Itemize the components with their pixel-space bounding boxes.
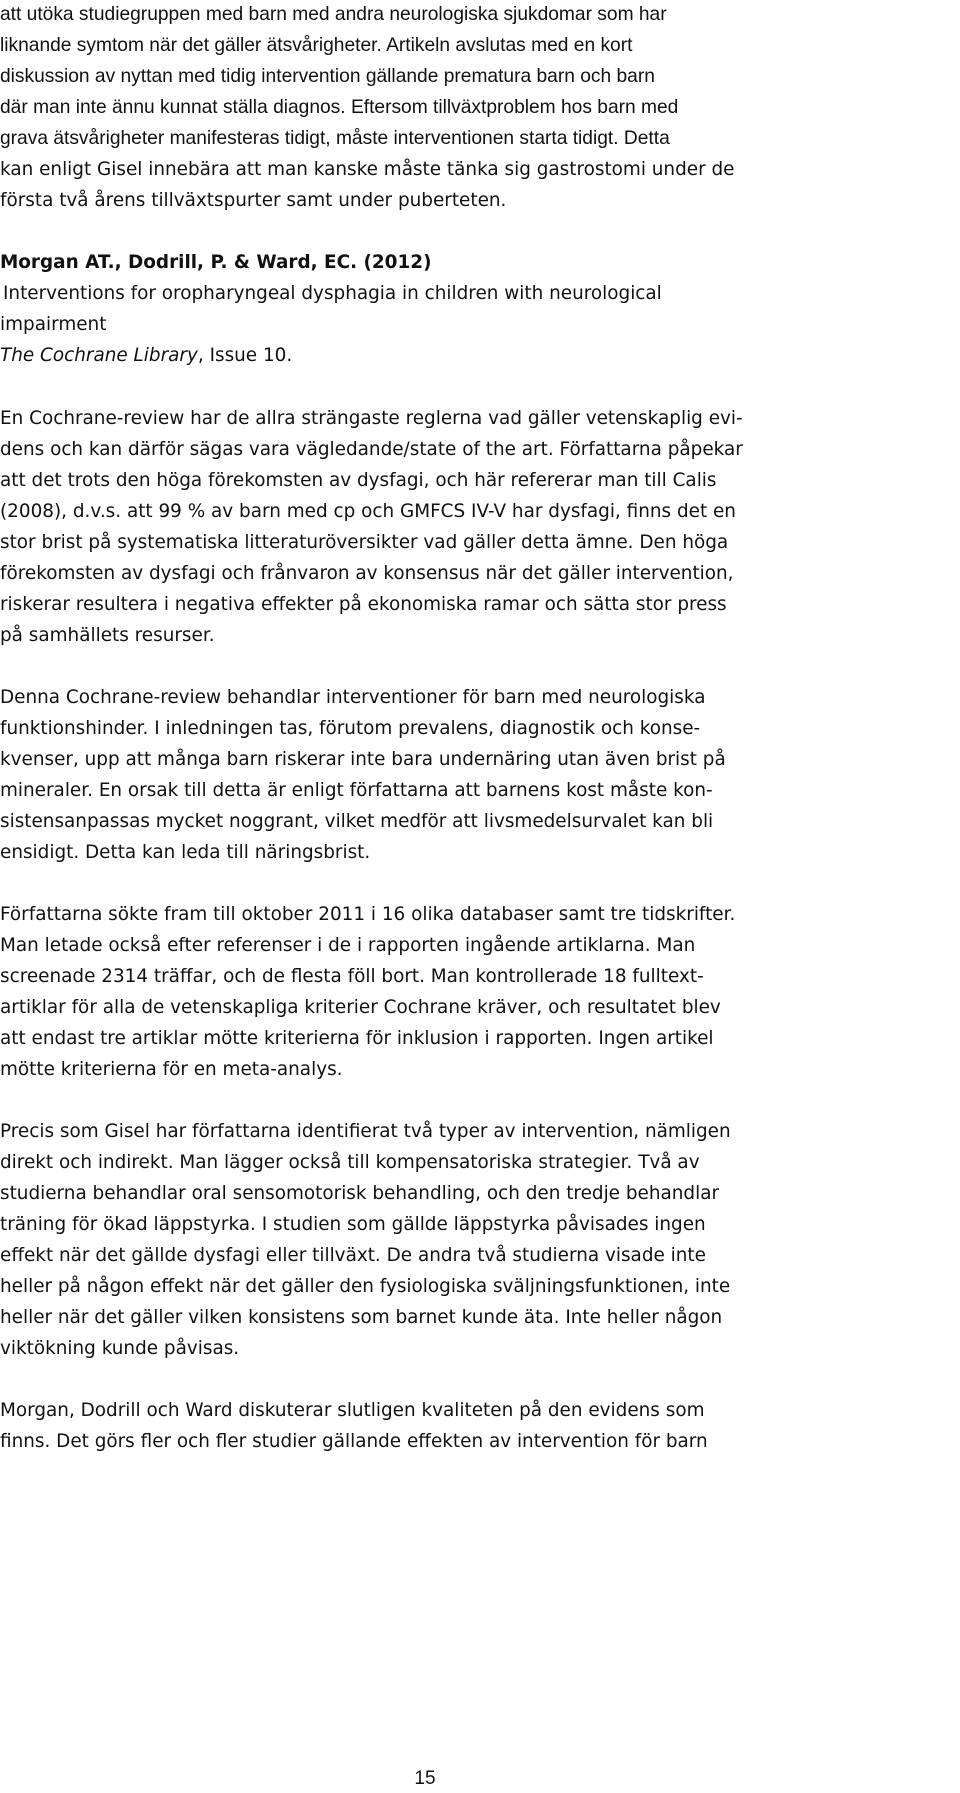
reference-title: impairment bbox=[0, 314, 107, 335]
text-line: stor brist på systematiska litteraturöversikter vad gäller detta ämne. Den höga bbox=[0, 532, 729, 553]
reference-authors: Morgan AT., Dodrill, P. & Ward, EC. (2012) bbox=[0, 252, 432, 273]
text-line: Författarna sökte fram till oktober 2011 i 16 olika databaser samt tre tidskrifter. bbox=[0, 904, 736, 925]
text-line: kvenser, upp att många barn riskerar inte bara undernäring utan även brist på bbox=[0, 749, 726, 770]
reference-title: Interventions for oropharyngeal dysphagia in children with neurological bbox=[3, 283, 662, 304]
reference-source bbox=[0, 343, 292, 369]
text-line: liknande symtom när det gäller ätsvårigheter. Artikeln avslutas med en kort bbox=[0, 35, 633, 56]
text-line: att utöka studiegruppen med barn med andra neurologiska sjukdomar som har bbox=[0, 4, 667, 25]
reference-issue: , Issue 10. bbox=[197, 345, 293, 366]
text-line: Man letade också efter referenser i de i rapporten ingående artiklarna. Man bbox=[0, 935, 696, 956]
text-line: riskerar resultera i negativa effekter på ekonomiska ramar och sätta stor press bbox=[0, 594, 727, 615]
text-line: heller när det gäller vilken konsistens som barnet kunde äta. Inte heller någon bbox=[0, 1307, 723, 1328]
text-line: diskussion av nyttan med tidig intervention gällande prematura barn och barn bbox=[0, 66, 655, 87]
text-line: Morgan, Dodrill och Ward diskuterar slutligen kvaliteten på den evidens som bbox=[0, 1400, 705, 1421]
reference-journal: The Cochrane Library bbox=[0, 345, 198, 366]
text-line: ensidigt. Detta kan leda till näringsbrist. bbox=[0, 842, 371, 863]
text-line: grava ätsvårigheter manifesteras tidigt, måste interventionen starta tidigt. Detta bbox=[0, 128, 670, 149]
text-line: Denna Cochrane-review behandlar interventioner för barn med neurologiska bbox=[0, 687, 706, 708]
text-line: träning för ökad läppstyrka. I studien som gällde läppstyrka påvisades ingen bbox=[0, 1214, 706, 1235]
text-line: screenade 2314 träffar, och de flesta föll bort. Man kontrollerade 18 fulltext- bbox=[0, 966, 704, 987]
text-line: (2008), d.v.s. att 99 % av barn med cp och GMFCS IV-V har dysfagi, finns det en bbox=[0, 501, 736, 522]
text-line: dens och kan därför sägas vara vägledande/state of the art. Författarna påpekar bbox=[0, 439, 743, 460]
page-number: 15 bbox=[414, 1768, 436, 1789]
text-line: sistensanpassas mycket noggrant, vilket medför att livsmedelsurvalet kan bli bbox=[0, 811, 714, 832]
text-line: artiklar för alla de vetenskapliga kriterier Cochrane kräver, och resultatet blev bbox=[0, 997, 721, 1018]
text-line: heller på någon effekt när det gäller den fysiologiska sväljningsfunktionen, inte bbox=[0, 1276, 731, 1297]
text-line: direkt och indirekt. Man lägger också till kompensatoriska strategier. Två av bbox=[0, 1152, 700, 1173]
text-line: Precis som Gisel har författarna identifierat två typer av intervention, nämligen bbox=[0, 1121, 731, 1142]
text-line: förekomsten av dysfagi och frånvaron av konsensus när det gäller intervention, bbox=[0, 563, 734, 584]
text-line: effekt när det gällde dysfagi eller tillväxt. De andra två studierna visade inte bbox=[0, 1245, 706, 1266]
text-line: En Cochrane-review har de allra strängaste reglerna vad gäller vetenskaplig evi- bbox=[0, 408, 743, 429]
text-line: studierna behandlar oral sensomotorisk behandling, och den tredje behandlar bbox=[0, 1183, 720, 1204]
text-line: att endast tre artiklar mötte kriterierna för inklusion i rapporten. Ingen artikel bbox=[0, 1028, 714, 1049]
text-line: mötte kriterierna för en meta-analys. bbox=[0, 1059, 343, 1080]
text-line: mineraler. En orsak till detta är enligt författarna att barnens kost måste kon- bbox=[0, 780, 713, 801]
text-line: att det trots den höga förekomsten av dysfagi, och här refererar man till Calis bbox=[0, 470, 717, 491]
text-line: där man inte ännu kunnat ställa diagnos. Eftersom tillväxtproblem hos barn med bbox=[0, 97, 679, 118]
text-line: första två årens tillväxtspurter samt under puberteten. bbox=[0, 190, 507, 211]
text-line: på samhällets resurser. bbox=[0, 625, 215, 646]
text-line: viktökning kunde påvisas. bbox=[0, 1338, 240, 1359]
text-line: finns. Det görs fler och fler studier gällande effekten av intervention för barn bbox=[0, 1431, 708, 1452]
text-line: kan enligt Gisel innebära att man kanske måste tänka sig gastrostomi under de bbox=[0, 159, 735, 180]
text-line: funktionshinder. I inledningen tas, förutom prevalens, diagnostik och konse- bbox=[0, 718, 701, 739]
